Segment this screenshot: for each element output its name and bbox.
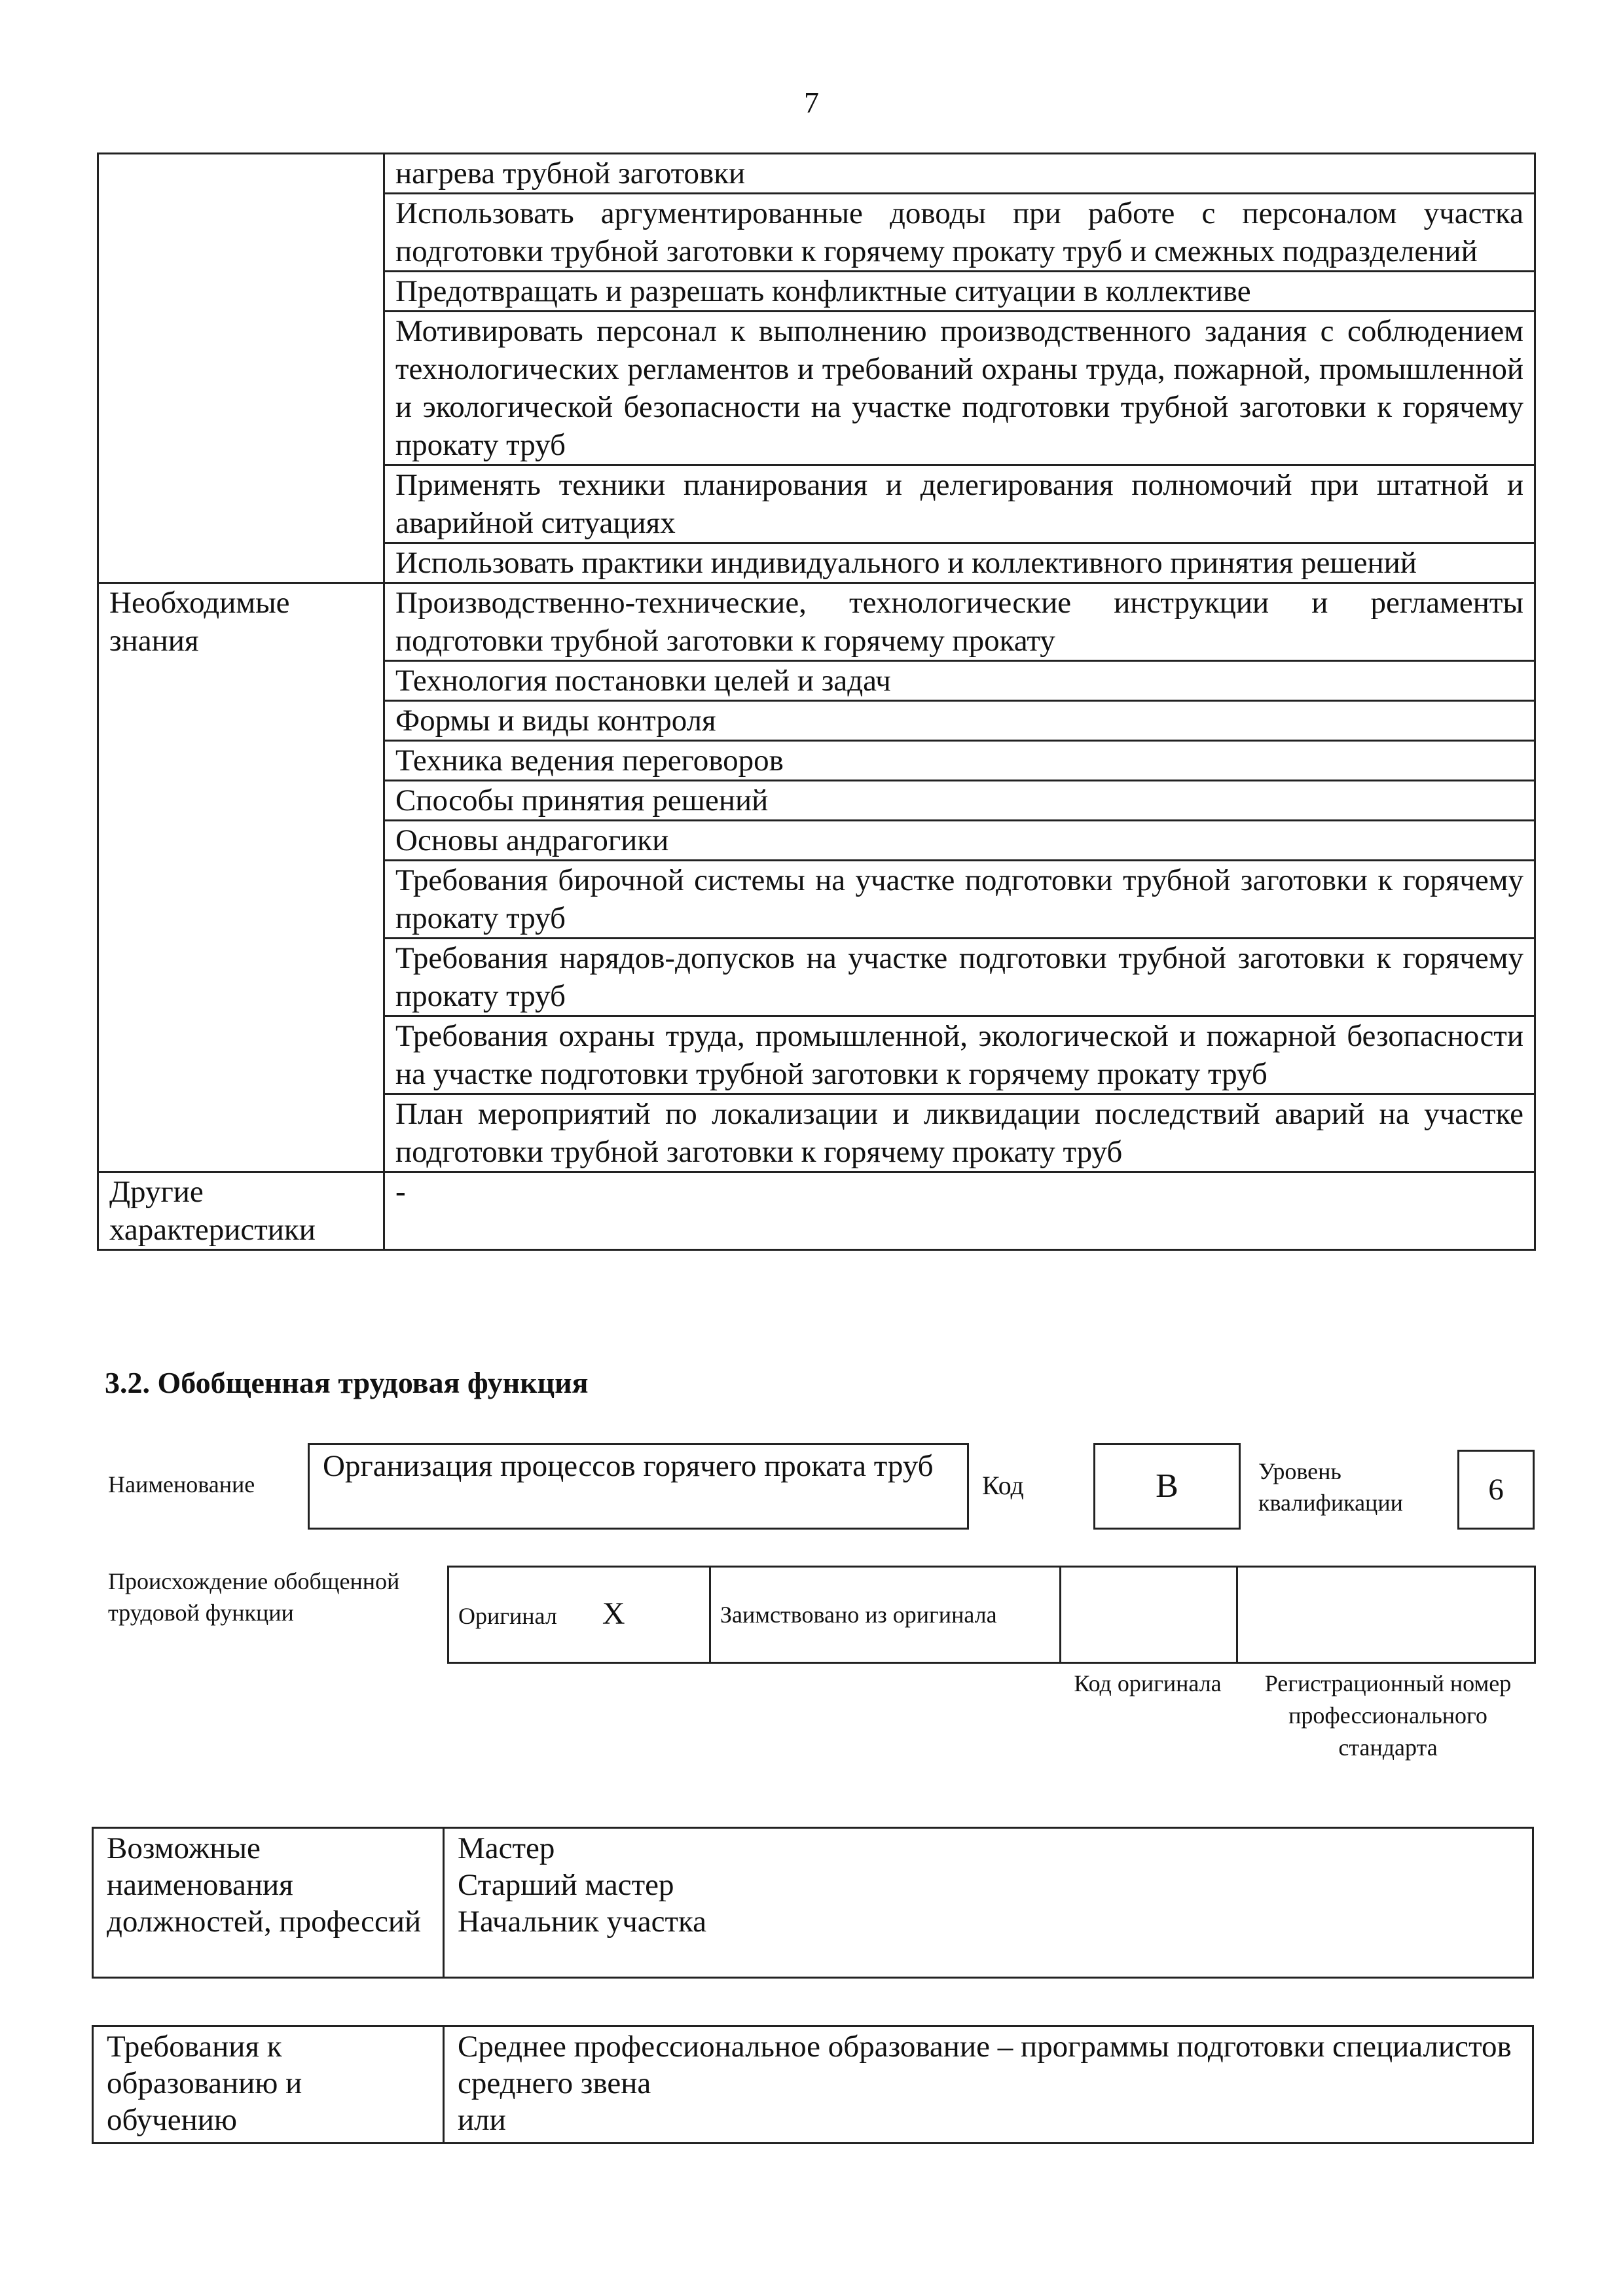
origin-table [447, 1566, 1536, 1664]
positions-list [444, 1828, 1533, 1978]
name-label: Наименование [108, 1471, 255, 1498]
position-item: Мастер [458, 1831, 555, 1865]
reg-number-cell [1237, 1567, 1535, 1663]
positions-label: Возможные наименования должностей, профессий [93, 1828, 444, 1978]
table-row [93, 1828, 1533, 1978]
knowledge-item: Техника ведения переговоров [384, 741, 1535, 781]
table-row [98, 1172, 1535, 1250]
code-label: Код [982, 1471, 1024, 1500]
function-name-box: Организация процессов горячего проката труб [308, 1443, 969, 1530]
original-cell [448, 1567, 710, 1663]
skill-item: Предотвращать и разрешать конфликтные ситуации в коллективе [384, 272, 1535, 312]
education-content [444, 2026, 1533, 2144]
skill-item: Использовать аргументированные доводы при работе с персоналом участка подготовки трубной заготовки к горячему прокату труб и смежных подразделений [384, 194, 1535, 272]
qualification-level-label: Уровень квалификации [1258, 1458, 1403, 1516]
origin-code-cell [1061, 1567, 1237, 1663]
borrowed-label: Заимствовано из оригинала [710, 1567, 1061, 1663]
section-heading: 3.2. Обобщенная трудовая функция [105, 1366, 589, 1399]
education-line: Среднее профессиональное образование – программы подготовки специалистов среднего звена [458, 2030, 1512, 2100]
skill-item: Использовать практики индивидуального и коллективного принятия решений [384, 543, 1535, 583]
knowledge-item: Способы принятия решений [384, 781, 1535, 821]
function-code-box: B [1093, 1443, 1241, 1530]
page-number: 7 [804, 86, 819, 119]
table-row [98, 583, 1535, 661]
knowledge-item: Требования нарядов-допусков на участке подготовки трубной заготовки к горячему прокату труб [384, 939, 1535, 1016]
position-item: Старший мастер [458, 1868, 674, 1902]
table-row [448, 1567, 1535, 1663]
knowledge-item: Требования охраны труда, промышленной, экологической и пожарной безопасности на участке подготовки трубной заготовки к горячему прокату труб [384, 1016, 1535, 1094]
positions-table [92, 1827, 1534, 1979]
knowledge-item: Формы и виды контроля [384, 701, 1535, 741]
education-label: Требования к образованию и обучению [93, 2026, 444, 2144]
original-mark: X [602, 1596, 625, 1631]
skill-item: нагрева трубной заготовки [384, 154, 1535, 194]
qualification-level-box: 6 [1457, 1450, 1535, 1530]
table-row [93, 2026, 1533, 2144]
reg-number-caption: Регистрационный номер профессионального стандарта [1264, 1670, 1512, 1761]
table-row [98, 154, 1535, 194]
origin-label: Происхождение обобщенной трудовой функции [108, 1568, 400, 1626]
education-line: или [458, 2103, 506, 2137]
other-characteristics-value: - [384, 1172, 1535, 1250]
knowledge-item: Основы андрагогики [384, 821, 1535, 861]
position-item: Начальник участка [458, 1905, 706, 1939]
knowledge-label: Необходимые знания [98, 583, 384, 1172]
skill-item: Применять техники планирования и делегирования полномочий при штатной и аварийной ситуациях [384, 465, 1535, 543]
origin-code-caption: Код оригинала [1074, 1670, 1222, 1696]
competency-table [97, 152, 1536, 1251]
education-table [92, 2025, 1534, 2144]
original-label: Оригинал [458, 1602, 557, 1629]
other-characteristics-label: Другие характеристики [98, 1172, 384, 1250]
skill-item: Мотивировать персонал к выполнению производственного задания с соблюдением технологических регламентов и требований охраны труда, пожарной, промышленной и экологической безопасности на участке подготовки трубной заготовки к горячему прокату труб [384, 312, 1535, 465]
skills-label-cell [98, 154, 384, 583]
knowledge-item: Производственно-технические, технологические инструкции и регламенты подготовки трубной заготовки к горячему прокату [384, 583, 1535, 661]
knowledge-item: Требования бирочной системы на участке подготовки трубной заготовки к горячему прокату труб [384, 861, 1535, 939]
knowledge-item: Технология постановки целей и задач [384, 661, 1535, 701]
knowledge-item: План мероприятий по локализации и ликвидации последствий аварий на участке подготовки трубной заготовки к горячему прокату труб [384, 1094, 1535, 1172]
